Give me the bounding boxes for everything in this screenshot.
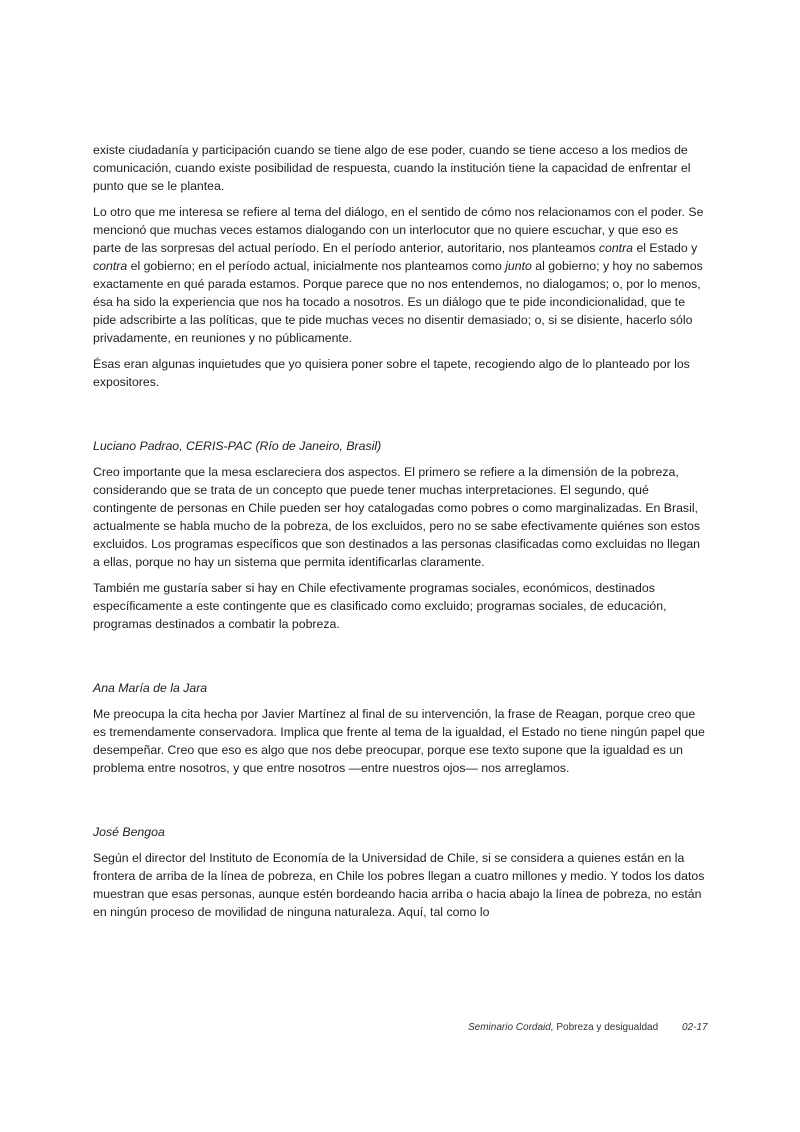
- text-run: Lo otro que me interesa se refiere al tema del diálogo, en el sentido de cómo nos relacionamos con el poder. Se mencionó que muchas veces estamos dialogando con un interlocutor que no quiere escuchar, y que eso es parte de las sorpresas del actual período. En el período anterior, autoritario, nos planteamos: [93, 205, 704, 255]
- paragraph: Ésas eran algunas inquietudes que yo quisiera poner sobre el tapete, recogiendo algo de lo planteado por los expositores.: [93, 357, 690, 389]
- paragraph: Creo importante que la mesa esclareciera dos aspectos. El primero se refiere a la dimensión de la pobreza, considerando que se trata de un concepto que puede tener muchas interpretaciones. El segundo, qué contingente de personas en Chile pueden ser hoy catalogadas como pobres o como marginalizadas. En Brasil, actualmente se habla mucho de la pobreza, de los excluidos, pero no se sabe efectivamente quiénes son estos excluidos. Los programas específicos que son destinados a las personas clasificadas como excluidas no llegan a ellas, porque no hay un sistema que permita identificarlas claramente.: [93, 465, 701, 569]
- footer-seminar: Seminario Cordaid,: [468, 1022, 554, 1033]
- speaker-name: Ana María de la Jara: [93, 681, 208, 695]
- emphasis: contra: [93, 259, 128, 273]
- page-footer: [468, 1022, 708, 1033]
- text-run: al gobierno; y hoy no sabemos exactamente en qué parada estamos. Porque parece que no nos entendemos, no dialogamos; o, por lo menos, ésa ha sido la experiencia que nos ha tocado a nosotros. Es un diálogo que te pide incondicionalidad, que te pide adscribirte a las políticas, que te pide muchas veces no disentir demasiado; o, si se disiente, hacerlo sólo privadamente, en reuniones y no públicamente.: [93, 259, 703, 345]
- emphasis: junto: [505, 259, 532, 273]
- paragraph: Según el director del Instituto de Economía de la Universidad de Chile, si se considera a quienes están en la frontera de arriba de la línea de pobreza, en Chile los pobres llegan a cuatro millones y medio. Y todos los datos muestran que esas personas, aunque estén bordeando hacia arriba o hacia abajo la línea de pobreza, no están en ningún proceso de movilidad de ninguna naturaleza. Aquí, tal como lo: [93, 851, 705, 919]
- paragraph: Me preocupa la cita hecha por Javier Martínez al final de su intervención, la frase de Reagan, porque creo que es tremendamente conservadora. Implica que frente al tema de la igualdad, el Estado no tiene ningún papel que desempeñar. Creo que eso es algo que nos debe preocupar, porque ese texto supone que la igualdad es un problema entre nosotros, y que entre nosotros —entre nuestros ojos— nos arreglamos.: [93, 707, 705, 775]
- text-run: el Estado y: [633, 241, 698, 255]
- speaker-name: José Bengoa: [93, 825, 165, 839]
- text-run: el gobierno; en el período actual, inicialmente nos planteamos como: [127, 259, 506, 273]
- speaker-name: Luciano Padrao, CERIS-PAC (Río de Janeiro, Brasil): [93, 439, 382, 453]
- paragraph: [93, 203, 708, 347]
- paragraph: También me gustaría saber si hay en Chile efectivamente programas sociales, económicos, destinados específicamente a este contingente que es clasificado como excluido; programas sociales, de educación, programas destinados a combatir la pobreza.: [93, 581, 667, 631]
- footer-title: Pobreza y desigualdad: [553, 1022, 659, 1033]
- emphasis: contra: [598, 241, 634, 255]
- paragraph: existe ciudadanía y participación cuando se tiene algo de ese poder, cuando se tiene acceso a los medios de comunicación, cuando existe posibilidad de respuesta, cuando la institución tiene la capacidad de enfrentar el punto que se le plantea.: [93, 143, 691, 193]
- page-number: 02-17: [682, 1022, 708, 1033]
- document-body: [93, 141, 708, 929]
